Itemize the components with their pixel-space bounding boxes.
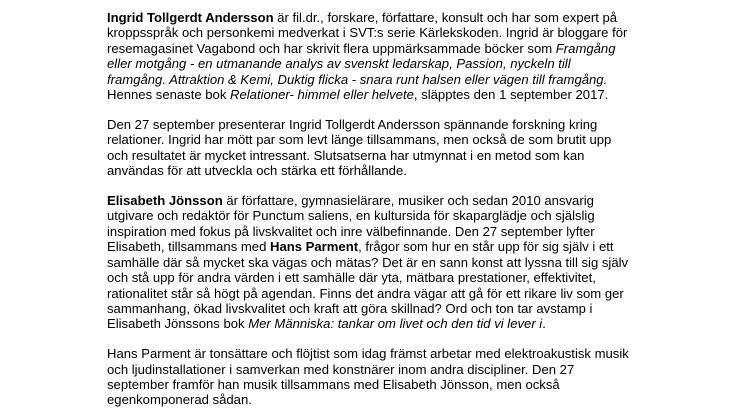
book-title: Framgång bbox=[555, 40, 616, 56]
book-title: Relationer- himmel eller helvete bbox=[230, 87, 414, 103]
text-segment: utgivare och redaktör för Punctum saliens, en kultursida för skaparglädje och själslig bbox=[107, 208, 595, 224]
text-line bbox=[107, 25, 647, 40]
text-line bbox=[107, 224, 647, 239]
text-segment: , släpptes den 1 september 2017. bbox=[413, 87, 609, 103]
book-title: eller motgång - en utmanande analys av svenskt ledarskap, Passion, nyckeln till bbox=[107, 56, 571, 72]
text-line bbox=[107, 117, 647, 132]
text-line bbox=[107, 132, 647, 147]
text-segment: Den 27 september presenterar Ingrid Tollgerdt Andersson spännande forskning kring bbox=[107, 116, 598, 132]
text-line bbox=[107, 255, 647, 270]
text-line bbox=[107, 87, 647, 102]
text-segment: kroppsspråk och personkemi medverkat i SVT:s serie Kärlekskoden. Ingrid är bloggare för bbox=[107, 25, 628, 41]
paragraph-ingrid-bio bbox=[107, 10, 647, 102]
text-segment: sammanhang, ökad livskvalitet och kraft att göra skillnad? Ord och ton tar avstamp i bbox=[107, 300, 593, 316]
text-line bbox=[107, 56, 647, 71]
text-segment: egenkomponerad sådan. bbox=[107, 392, 252, 408]
text-segment: Elisabeth Jönssons bok bbox=[107, 316, 249, 332]
text-line bbox=[107, 377, 647, 392]
text-segment: . bbox=[542, 316, 546, 332]
text-segment: , frågor som hur en står upp för sig själv i ett bbox=[358, 239, 614, 255]
paragraph-ingrid-research bbox=[107, 117, 647, 179]
text-line bbox=[107, 316, 647, 331]
text-line bbox=[107, 392, 647, 407]
paragraph-elisabeth-bio bbox=[107, 193, 647, 332]
text-segment: användas för att utveckla och stärka ett förhållande. bbox=[107, 163, 407, 179]
text-line bbox=[107, 41, 647, 56]
text-segment: Hans Parment är tonsättare och flöjtist som idag främst arbetar med elektroakustisk musik bbox=[107, 346, 629, 362]
text-segment: samhälle där så mycket ska vägas och mätas? Det är en sann konst att lyssna till sig själv bbox=[107, 254, 629, 270]
bold-name: Ingrid Tollgerdt Andersson bbox=[107, 10, 274, 25]
text-line bbox=[107, 362, 647, 377]
text-segment: september framför han musik tillsammans med Elisabeth Jönsson, men också bbox=[107, 377, 560, 393]
text-segment: och resultatet är mycket intressant. Slutsatserna har utmynnat i en metod som kan bbox=[107, 147, 585, 163]
text-line bbox=[107, 346, 647, 361]
text-segment: är fil.dr., forskare, författare, konsult och har som expert på bbox=[273, 10, 618, 25]
paragraph-hans-bio bbox=[107, 346, 647, 408]
text-line bbox=[107, 208, 647, 223]
text-segment: och ljudinstallationer i samverkan med konstnärer inom andra discipliner. Den 27 bbox=[107, 361, 575, 377]
book-title: Mer Människa: tankar om livet och den tid vi lever i bbox=[248, 316, 543, 332]
text-segment: inspiration med fokus på livskvalitet och inre välbefinnande. Den 27 september lyfter bbox=[107, 223, 595, 239]
text-line bbox=[107, 301, 647, 316]
text-line bbox=[107, 10, 647, 25]
text-segment: rationalitet står så högt på agendan. Finns det andra vägar att gå för ett rikare liv som ger bbox=[107, 285, 624, 301]
text-segment: resemagasinet Vagabond och har skrivit flera uppmärksammade böcker som bbox=[107, 40, 556, 56]
text-line bbox=[107, 72, 647, 87]
text-segment: Hennes senaste bok bbox=[107, 87, 231, 103]
text-segment: relationer. Ingrid har mött par som levt länge tillsammans, men också de som brutit upp bbox=[107, 132, 612, 148]
text-line bbox=[107, 148, 647, 163]
document-body bbox=[107, 10, 647, 408]
text-line bbox=[107, 163, 647, 178]
text-line bbox=[107, 193, 647, 208]
bold-name: Elisabeth Jönsson bbox=[107, 193, 223, 209]
text-line bbox=[107, 270, 647, 285]
text-segment: är författare, gymnasielärare, musiker och sedan 2010 ansvarig bbox=[222, 193, 594, 209]
text-line bbox=[107, 286, 647, 301]
text-segment: och stå upp för andra värden i ett samhälle där yta, mätbara prestationer, effektivitet, bbox=[107, 270, 596, 286]
bold-name: Hans Parment bbox=[270, 239, 359, 255]
book-title: framgång. Attraktion & Kemi, Duktig flicka - snara runt halsen eller vägen till framgång. bbox=[107, 71, 608, 87]
text-line bbox=[107, 239, 647, 254]
text-segment: Elisabeth, tillsammans med bbox=[107, 239, 271, 255]
